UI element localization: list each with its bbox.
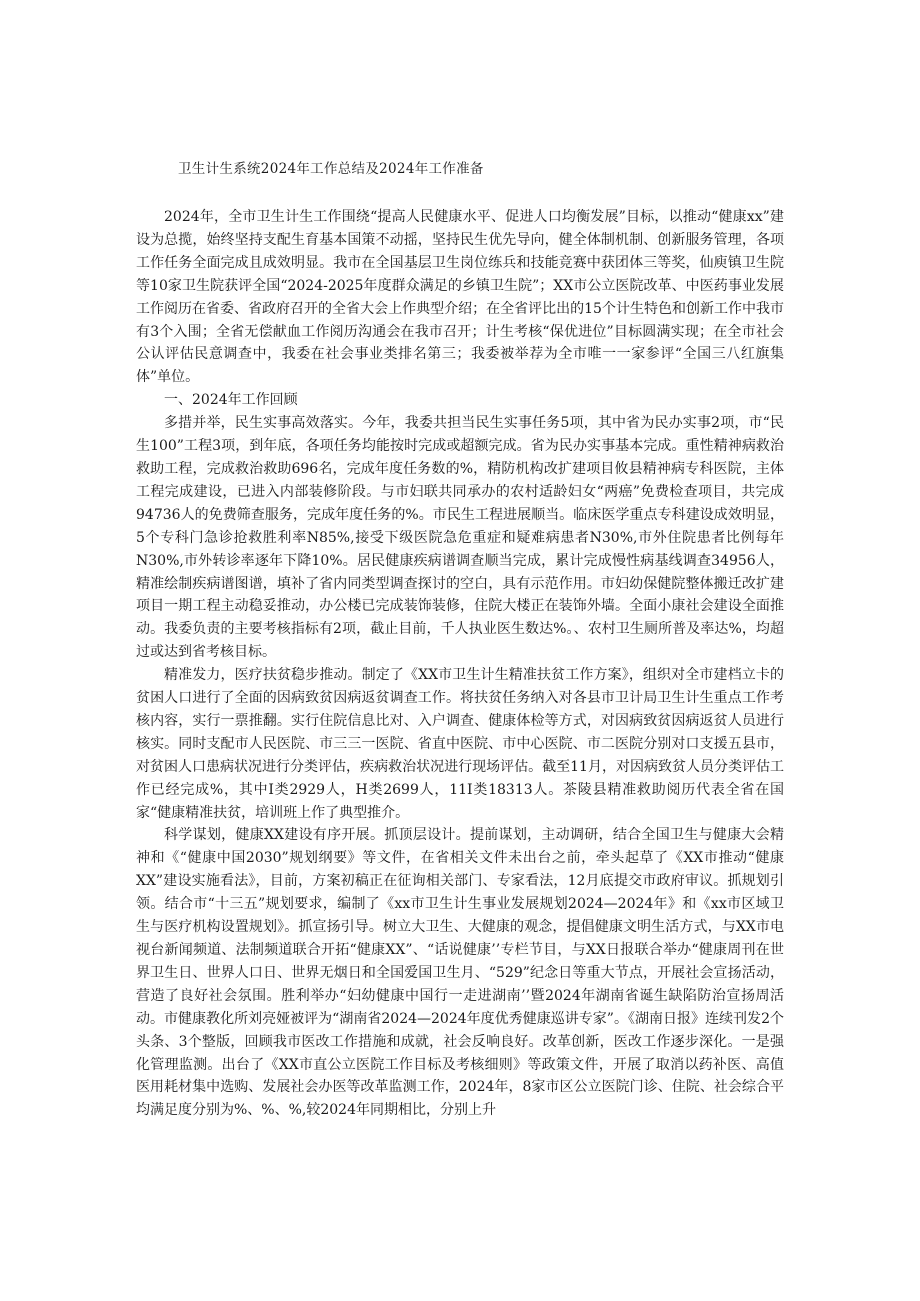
document-body	[136, 206, 784, 1122]
document-title: 卫生计生系统2024年工作总结及2024年工作准备	[178, 161, 484, 177]
section-heading: 一、2024年工作回顾	[164, 392, 298, 409]
paragraph-poverty: 精准发力，医疗扶贫稳步推动。制定了《XX市卫生计生精准扶贫工作方案》，组织对全市建档立卡的贫困人口进行了全面的因病致贫因病返贫调查工作。将扶贫任务纳入对各县市卫计局卫生计生重点工作考核内容，实行一票推翻。实行住院信息比对、入户调查、健康体检等方式，对因病致贫因病返贫人员进行核实。同时支配市人民医院、市三三一医院、省直中医院、市中心医院、市二医院分别对口支援五县市，对贫困人口患病状况进行分类评估，疾病救治状况进行现场评估。截至11月，对因病致贫人员分类评估工作已经完成%，其中I类2929人，H类2699人，11I类18313人。茶陵县精准救助阅历代表全省在国家“健康精准扶贫，培训班上作了典型推介。	[136, 667, 784, 821]
intro-paragraph: 2024年，全市卫生计生工作围绕“提高人民健康水平、促进人口均衡发展”目标，以推动“健康xx”建设为总揽，始终坚持支配生育基本国策不动摇，坚持民生优先导向，健全体制机制、创新服务管理，各项工作任务全面完成且成效明显。我市在全国基层卫生岗位练兵和技能竞赛中获团体三等奖，仙庾镇卫生院等10家卫生院获评全国“2024-2025年度群众满足的乡镇卫生院”；XX市公立医院改革、中医药事业发展工作阅历在省委、省政府召开的全省大会上作典型介绍；在全省评比出的15个计生特色和创新工作中我市有3个入围；全省无偿献血工作阅历沟通会在我市召开；计生考核“保优进位”目标圆满实现；在全市社会公认评估民意调查中，我委在社会事业类排名第三；我委被举荐为全市唯一一家参评“全国三八红旗集体”单位。	[136, 209, 784, 386]
paragraph-healthy-city: 科学谋划，健康XX建设有序开展。抓顶层设计。提前谋划，主动调研，结合全国卫生与健康大会精神和《“健康中国2030”规划纲要》等文件，在省相关文件未出台之前，牵头起草了《XX市推动“健康XX”建设实施看法》，目前，方案初稿正在征询相关部门、专家看法，12月底提交市政府审议。抓规划引领。结合市“十三五”规划要求，编制了《xx市卫生计生事业发展规划2024—2024年》和《xx市区域卫生与医疗机构设置规划》。抓宣扬引导。树立大卫生、大健康的观念，提倡健康文明生活方式，与XX市电视台新闻频道、法制频道联合开拓“健康XX”、“话说健康’’专栏节目，与XX日报联合举办“健康周刊在世界卫生日、世界人口日、世界无烟日和全国爱国卫生月、“529”纪念日等重大节点，开展社会宣扬活动，营造了良好社会氛围。胜利举办“妇幼健康中国行一走进湖南’’暨2024年湖南省诞生缺陷防治宣扬周活动。市健康教化所刘亮娅被评为“湖南省2024—2024年度优秀健康巡讲专家”。《湖南日报》连续刊发2个头条、3个整版，回顾我市医改工作措施和成就，社会反响良好。改革创新，医改工作逐步深化。一是强化管理监测。出台了《XX市直公立医院工作目标及考核细则》等政策文件，开展了取消以药补医、高值医用耗材集中选购、发展社会办医等改革监测工作，2024年，8家市区公立医院门诊、住院、社会综合平均满足度分别为%、%、%,较2024年同期相比，分别上升	[136, 827, 784, 1119]
paragraph-livelihood: 多措并举，民生实事高效落实。今年，我委共担当民生实事任务5项，其中省为民办实事2项，市“民生100”工程3项，到年底，各项任务均能按时完成或超额完成。省为民办实事基本完成。重性精神病救治救助工程，完成救治救助696名，完成年度任务数的%，精防机构改扩建项目攸县精神病专科医院，主体工程完成建设，已进入内部装修阶段。与市妇联共同承办的农村适龄妇女“两癌”免费检查项目，共完成94736人的免费筛查服务，完成年度任务的%。市民生工程进展顺当。临床医学重点专科建设成效明显，5个专科门急诊抢救胜利率N85%,接受下级医院急危重症和疑难病患者N30%,市外住院患者比例每年N30%,市外转诊率逐年下降10%。居民健康疾病谱调查顺当完成，累计完成慢性病基线调查34956人，精准绘制疾病谱图谱，填补了省内同类型调查探讨的空白，具有示范作用。市妇幼保健院整体搬迁改扩建项目一期工程主动稳妥推动，办公楼已完成装饰装修，住院大楼正在装饰外墙。全面小康社会建设全面推动。我委负责的主要考核指标有2项，截止目前，千人执业医生数达%。、农村卫生厕所普及率达%，均超过或达到省考核目标。	[136, 415, 784, 661]
